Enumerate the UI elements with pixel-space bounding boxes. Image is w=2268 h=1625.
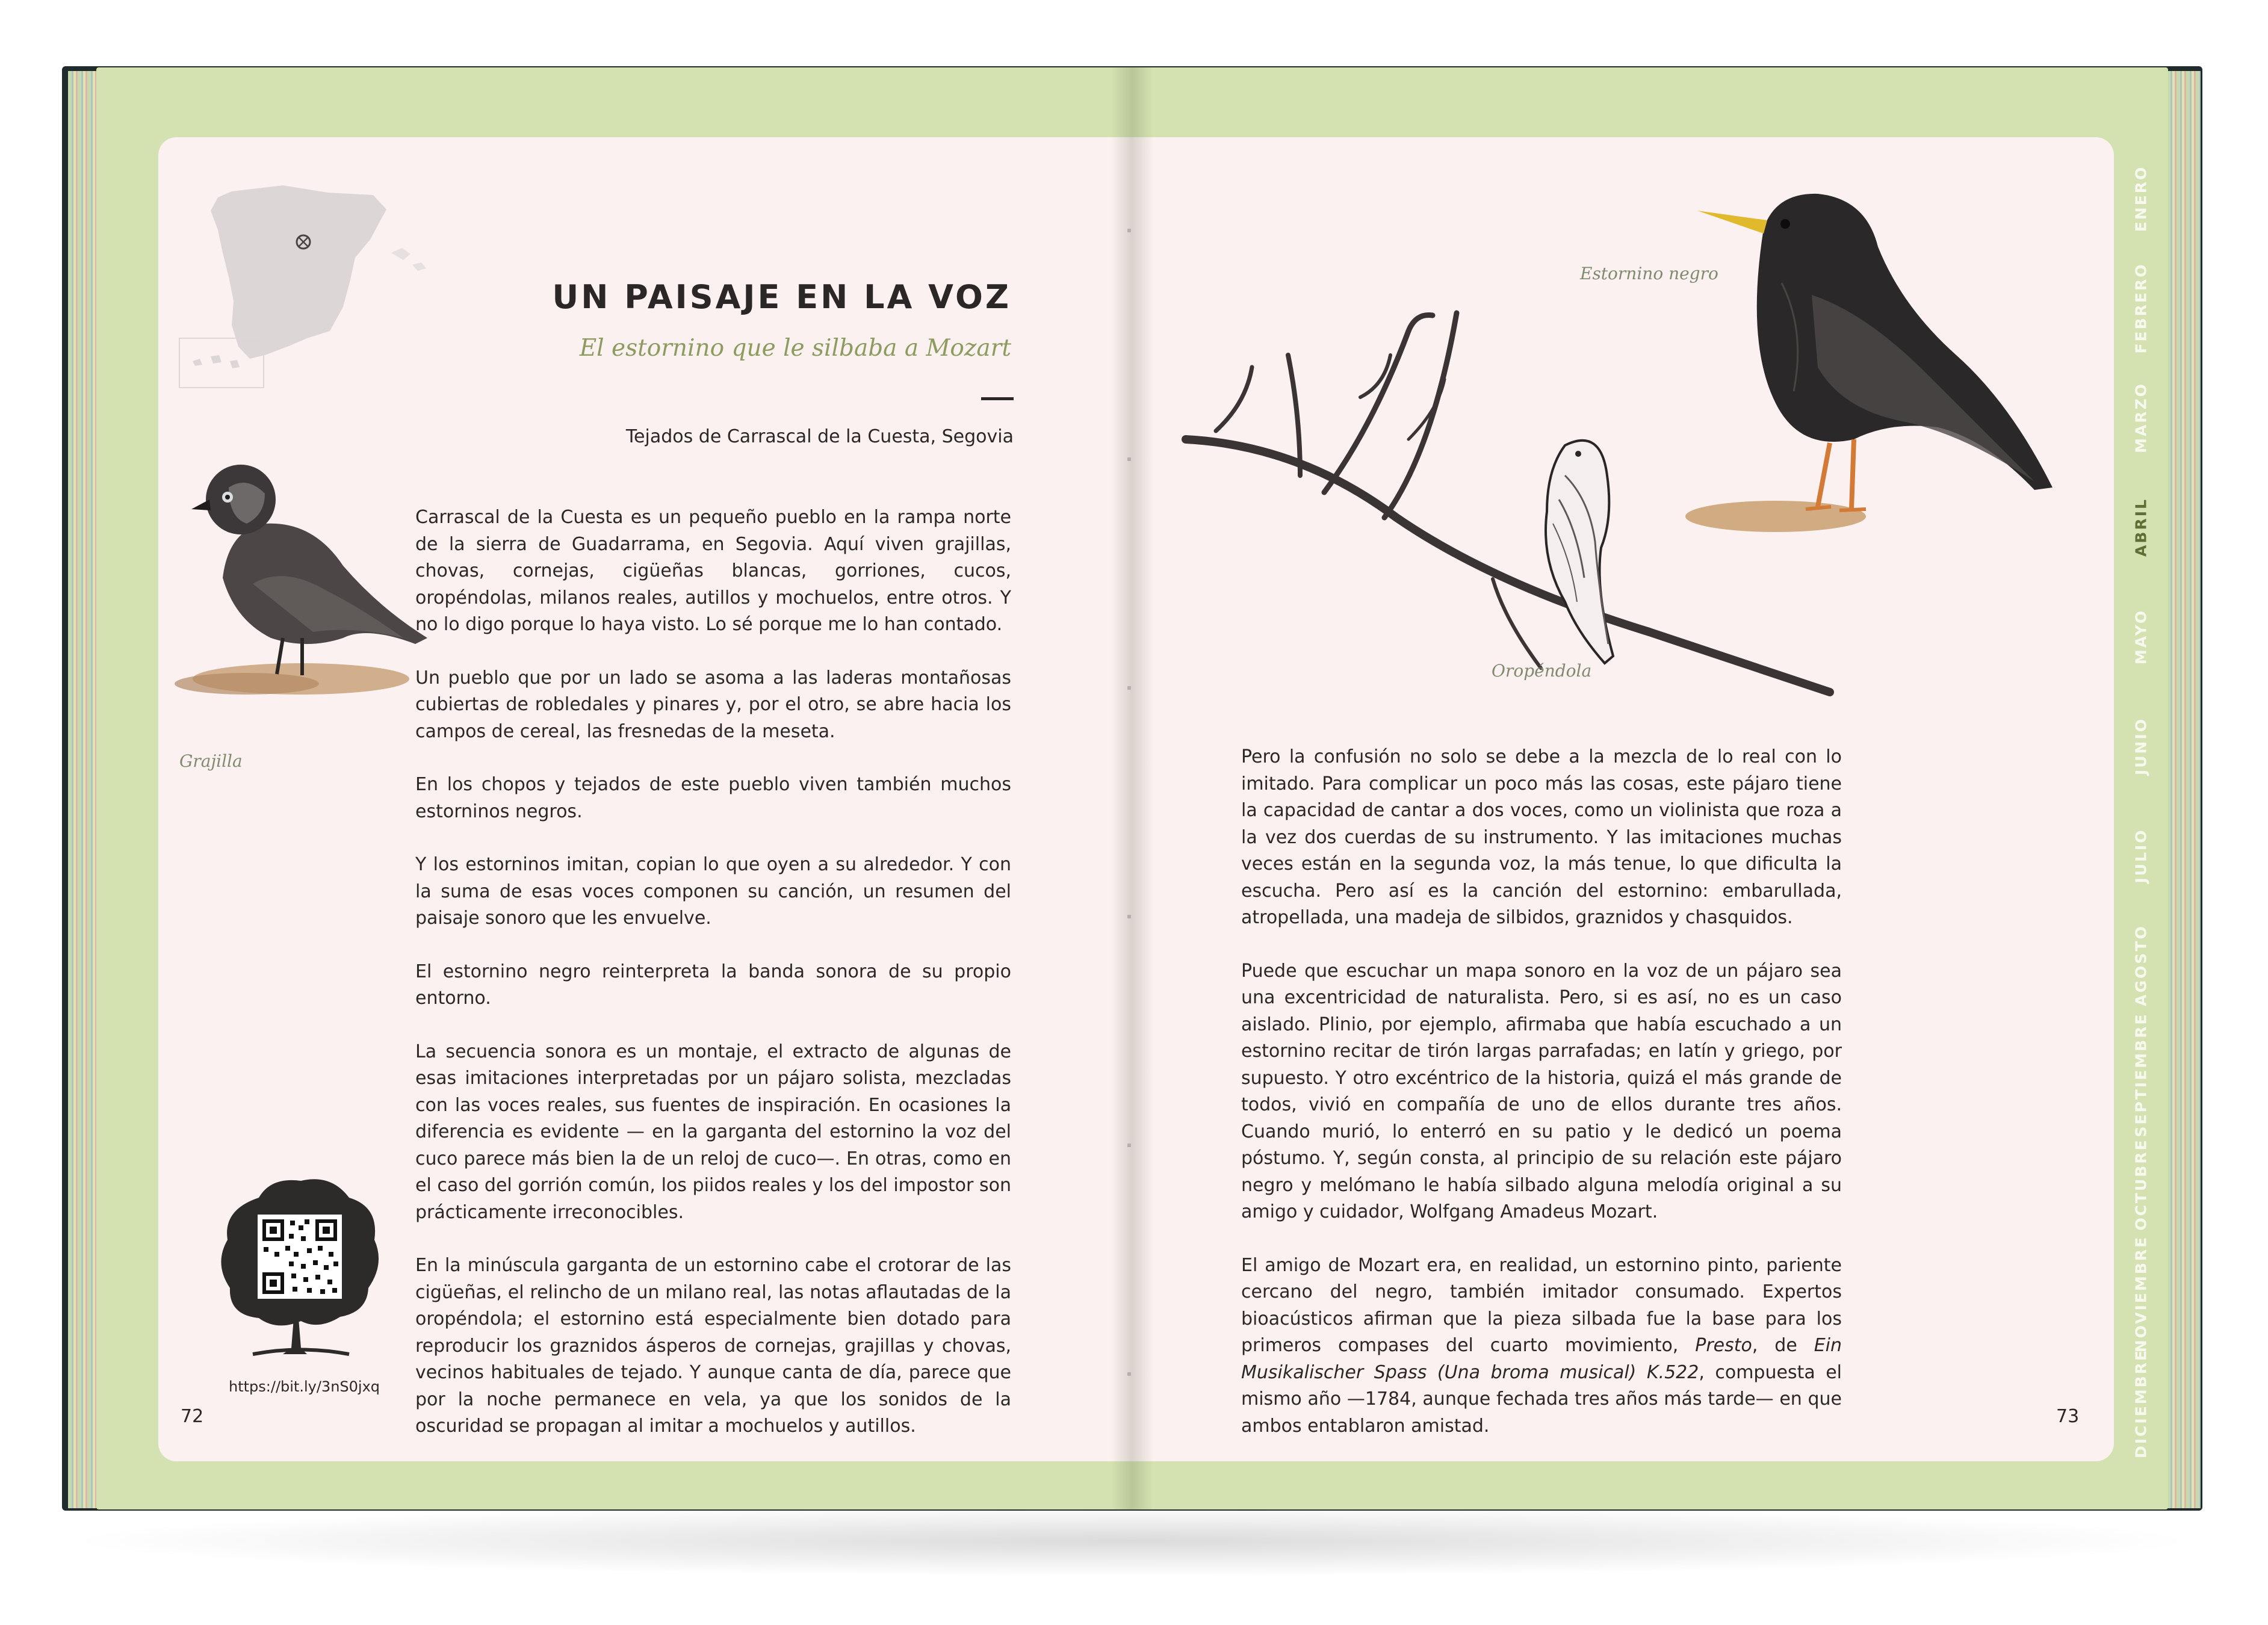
caption-oropendola: Oropéndola — [1492, 661, 1592, 681]
caption-estornino-negro: Estornino negro — [1580, 264, 1718, 283]
month-tab-febrero[interactable]: FEBRERO — [2132, 262, 2150, 354]
month-tab-enero[interactable]: ENERO — [2132, 165, 2150, 232]
paragraph: El estornino negro reinterpreta la banda sonora de su propio entorno. — [415, 961, 1011, 1009]
paragraph: En la minúscula garganta de un estornino cabe el crotorar de las cigüeñas, el relincho de un milano real, las notas aflautadas de la oropéndola; el estornino está especialmente bien dotado para reproducir los graznidos ásperos de cornejas, grajillas y chovas, vecinos habituales de tejado. Y aunque canta de día, parece que por la noche permanece en vela, ya que los sonidos de la oscuridad se propagan al imitar a mochuelos y autillos. — [415, 1255, 1011, 1437]
binding-stitch — [1127, 1372, 1131, 1376]
month-tab-agosto[interactable]: AGOSTO — [2132, 924, 2150, 1006]
italic-title: Ein Musikalischer Spass (Una broma musical) K.522 — [1241, 1335, 1842, 1383]
page-edges-right — [2167, 71, 2201, 1508]
paragraph: Puede que escuchar un mapa sonoro en la voz de un pájaro sea una excentricidad de naturalista. Pero, si es así, no es un caso aislado. Plinio, por ejemplo, afirmaba que había escuchado a un estornino recitar de tirón largas parrafadas; en latín y griego, por supuesto. Y otro excéntrico de la historia, quizá el más grande de todos, vivió en compañía de uno de ellos durante tres años. Cuando murió, lo enterró en su patio y le dedicó un poema póstumo. Y, según consta, al principio de su relación este pájaro negro y melómano le había silbado alguna melodía original a su amigo y cuidador, Wolfgang Amadeus Mozart. — [1241, 960, 1842, 1222]
binding-stitch — [1127, 229, 1131, 232]
spain-map-icon — [175, 181, 439, 397]
month-tab-abril[interactable]: ABRIL — [2132, 498, 2150, 557]
month-tabs — [2114, 144, 2168, 1462]
article-subtitle: El estornino que le silbaba a Mozart — [579, 335, 1011, 362]
paragraph: Y los estorninos imitan, copian lo que oyen a su alrededor. Y con la suma de esas voces componen su canción, un resumen del paisaje sonoro que les envuelve. — [415, 854, 1011, 929]
month-tab-julio[interactable]: JULIO — [2132, 828, 2150, 884]
text-run: , compuesta el mismo año —1784, aunque fechada tres años más tarde— en que ambos entablaron amistad. — [1241, 1361, 1842, 1437]
paragraph: La secuencia sonora es un montaje, el extracto de algunas de esas imitaciones interpretadas por un pájaro solista, mezcladas con las voces reales, sus fuentes de inspiración. En ocasiones la diferencia es evidente — en la garganta del estornino la voz del cuco parece más bien la de un reloj de cuco—. En otras, como en el caso del gorrión común, los piidos reales y los del impostor son prácticamente irreconocibles. — [415, 1041, 1011, 1223]
text-run: El amigo de Mozart era, en realidad, un estornino pinto, pariente cercano del negro, también imitador consumado. Expertos bioacústicos afirman que la pieza silbada fue la base para los primeros compases del cuarto movimiento, — [1241, 1254, 1842, 1356]
month-tab-marzo[interactable]: MARZO — [2132, 382, 2150, 453]
qr-link[interactable]: https://bit.ly/3nS0jxq — [229, 1378, 380, 1395]
binding-stitch — [1127, 686, 1131, 690]
book-gutter — [1111, 67, 1153, 1509]
page-edges-left — [68, 71, 99, 1508]
month-tab-noviembre[interactable]: NOVIEMBRE — [2132, 1235, 2150, 1353]
text-run: , de — [1752, 1335, 1814, 1356]
binding-stitch — [1127, 915, 1131, 918]
caption-grajilla: Grajilla — [179, 751, 243, 771]
left-body-text — [415, 504, 1011, 1467]
paragraph: Carrascal de la Cuesta es un pequeño pueblo en la rampa norte de la sierra de Guadarrama, en Segovia. Aquí viven grajillas, chovas, cornejas, cigüeñas blancas, gorriones, cucos, oropéndolas, milanos reales, autillos y mochuelos, entre otros. Y no lo digo porque lo haya visto. Lo sé porque me lo han contado. — [415, 507, 1011, 635]
title-divider — [981, 397, 1014, 400]
article-title: UN PAISAJE EN LA VOZ — [552, 278, 1011, 316]
italic-title: Presto — [1695, 1335, 1752, 1356]
month-tab-junio[interactable]: JUNIO — [2132, 717, 2150, 776]
jackdaw-illustration — [163, 457, 451, 734]
tree-qr-icon[interactable] — [217, 1174, 385, 1372]
paragraph: Un pueblo que por un lado se asoma a las laderas montañosas cubiertas de robledales y pinares y, por el otro, se abre hacia los campos de cereal, las fresnedas de la meseta. — [415, 667, 1011, 742]
month-tab-septiembre[interactable]: SEPTIEMBRE — [2132, 1012, 2150, 1138]
right-body-text — [1241, 744, 1842, 1466]
location-line: Tejados de Carrascal de la Cuesta, Segovia — [625, 426, 1014, 447]
page-number-left: 72 — [181, 1406, 204, 1427]
month-tab-mayo[interactable]: MAYO — [2132, 608, 2150, 665]
month-tab-octubre[interactable]: OCTUBRE — [2132, 1138, 2150, 1231]
binding-stitch — [1127, 457, 1131, 461]
branch-oriole-illustration — [1180, 319, 1842, 710]
paragraph: Pero la confusión no solo se debe a la mezcla de lo real con lo imitado. Para complicar un poco más las cosas, este pájaro tiene la capacidad de cantar a dos voces, como un violinista que roza a la vez dos cuerdas de su instrumento. Y las imitaciones muchas veces están en la segunda voz, la más tenue, lo que dificulta la escucha. Pero así es la canción del estornino: embarullada, atropellada, una madeja de silbidos, graznidos y chasquidos. — [1241, 746, 1842, 928]
paragraph-mozart — [1241, 1252, 1842, 1440]
page-number-right: 73 — [2056, 1406, 2080, 1427]
book-shadow — [60, 1505, 2203, 1577]
binding-stitch — [1127, 1144, 1131, 1147]
month-tab-diciembre[interactable]: DICIEMBRE — [2132, 1348, 2150, 1459]
paragraph: En los chopos y tejados de este pueblo viven también muchos estorninos negros. — [415, 774, 1011, 822]
